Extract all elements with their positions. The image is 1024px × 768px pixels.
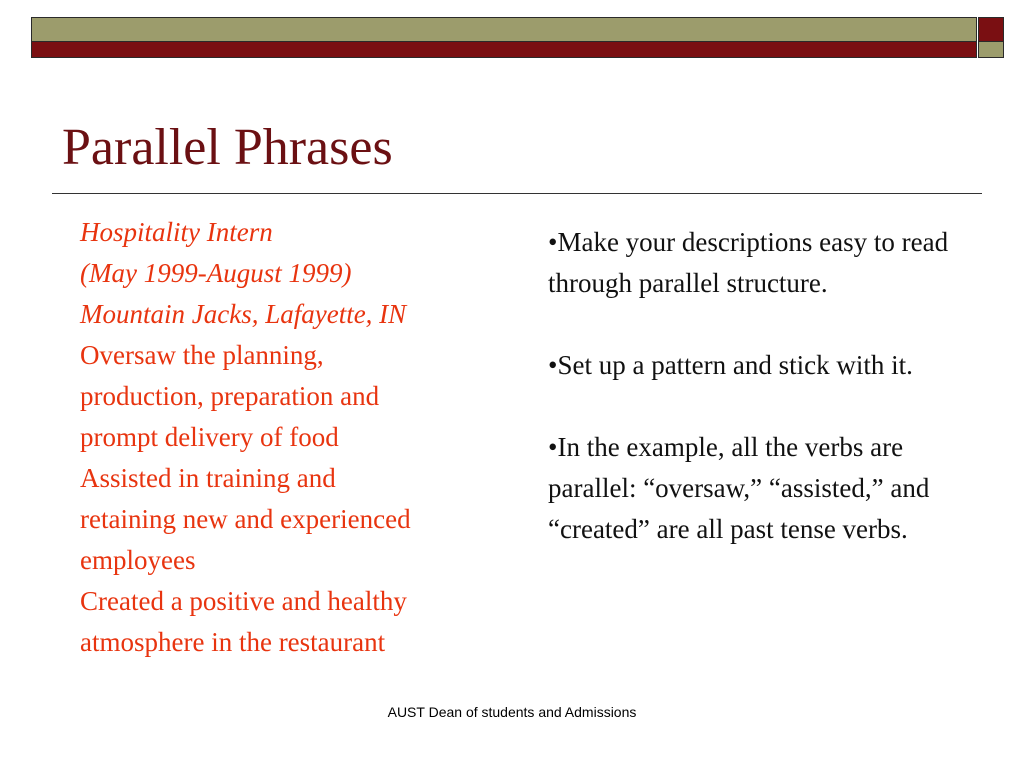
tip-item: •In the example, all the verbs are parallel: “oversaw,” “assisted,” and “created” are all past tense verbs. xyxy=(548,432,930,544)
example-duty-line: retaining new and experienced xyxy=(80,504,411,534)
title-divider xyxy=(52,193,982,194)
example-duty-line: employees xyxy=(80,545,196,575)
example-duty-line: prompt delivery of food xyxy=(80,422,339,452)
example-job-location: Mountain Jacks, Lafayette, IN xyxy=(80,299,407,329)
slide-title: Parallel Phrases xyxy=(62,119,393,176)
tip-item: •Set up a pattern and stick with it. xyxy=(548,350,913,380)
example-duty-line: Assisted in training and xyxy=(80,463,336,493)
example-job-title: Hospitality Intern xyxy=(80,217,273,247)
slide-footer: AUST Dean of students and Admissions xyxy=(387,704,637,720)
example-duty-line: atmosphere in the restaurant xyxy=(80,627,386,657)
example-duty-line: Oversaw the planning, xyxy=(80,340,324,370)
header-corner-olive xyxy=(978,41,1004,58)
example-duty-line: production, preparation and xyxy=(80,381,380,411)
header-banner-olive xyxy=(31,17,977,42)
example-resume-entry xyxy=(80,212,520,663)
header-banner-maroon xyxy=(31,41,977,58)
tip-item: •Make your descriptions easy to read through parallel structure. xyxy=(548,227,949,298)
example-job-dates: (May 1999-August 1999) xyxy=(80,258,352,288)
example-duty-line: Created a positive and healthy xyxy=(80,586,407,616)
header-corner-maroon xyxy=(978,17,1004,42)
tips-list xyxy=(548,222,968,550)
